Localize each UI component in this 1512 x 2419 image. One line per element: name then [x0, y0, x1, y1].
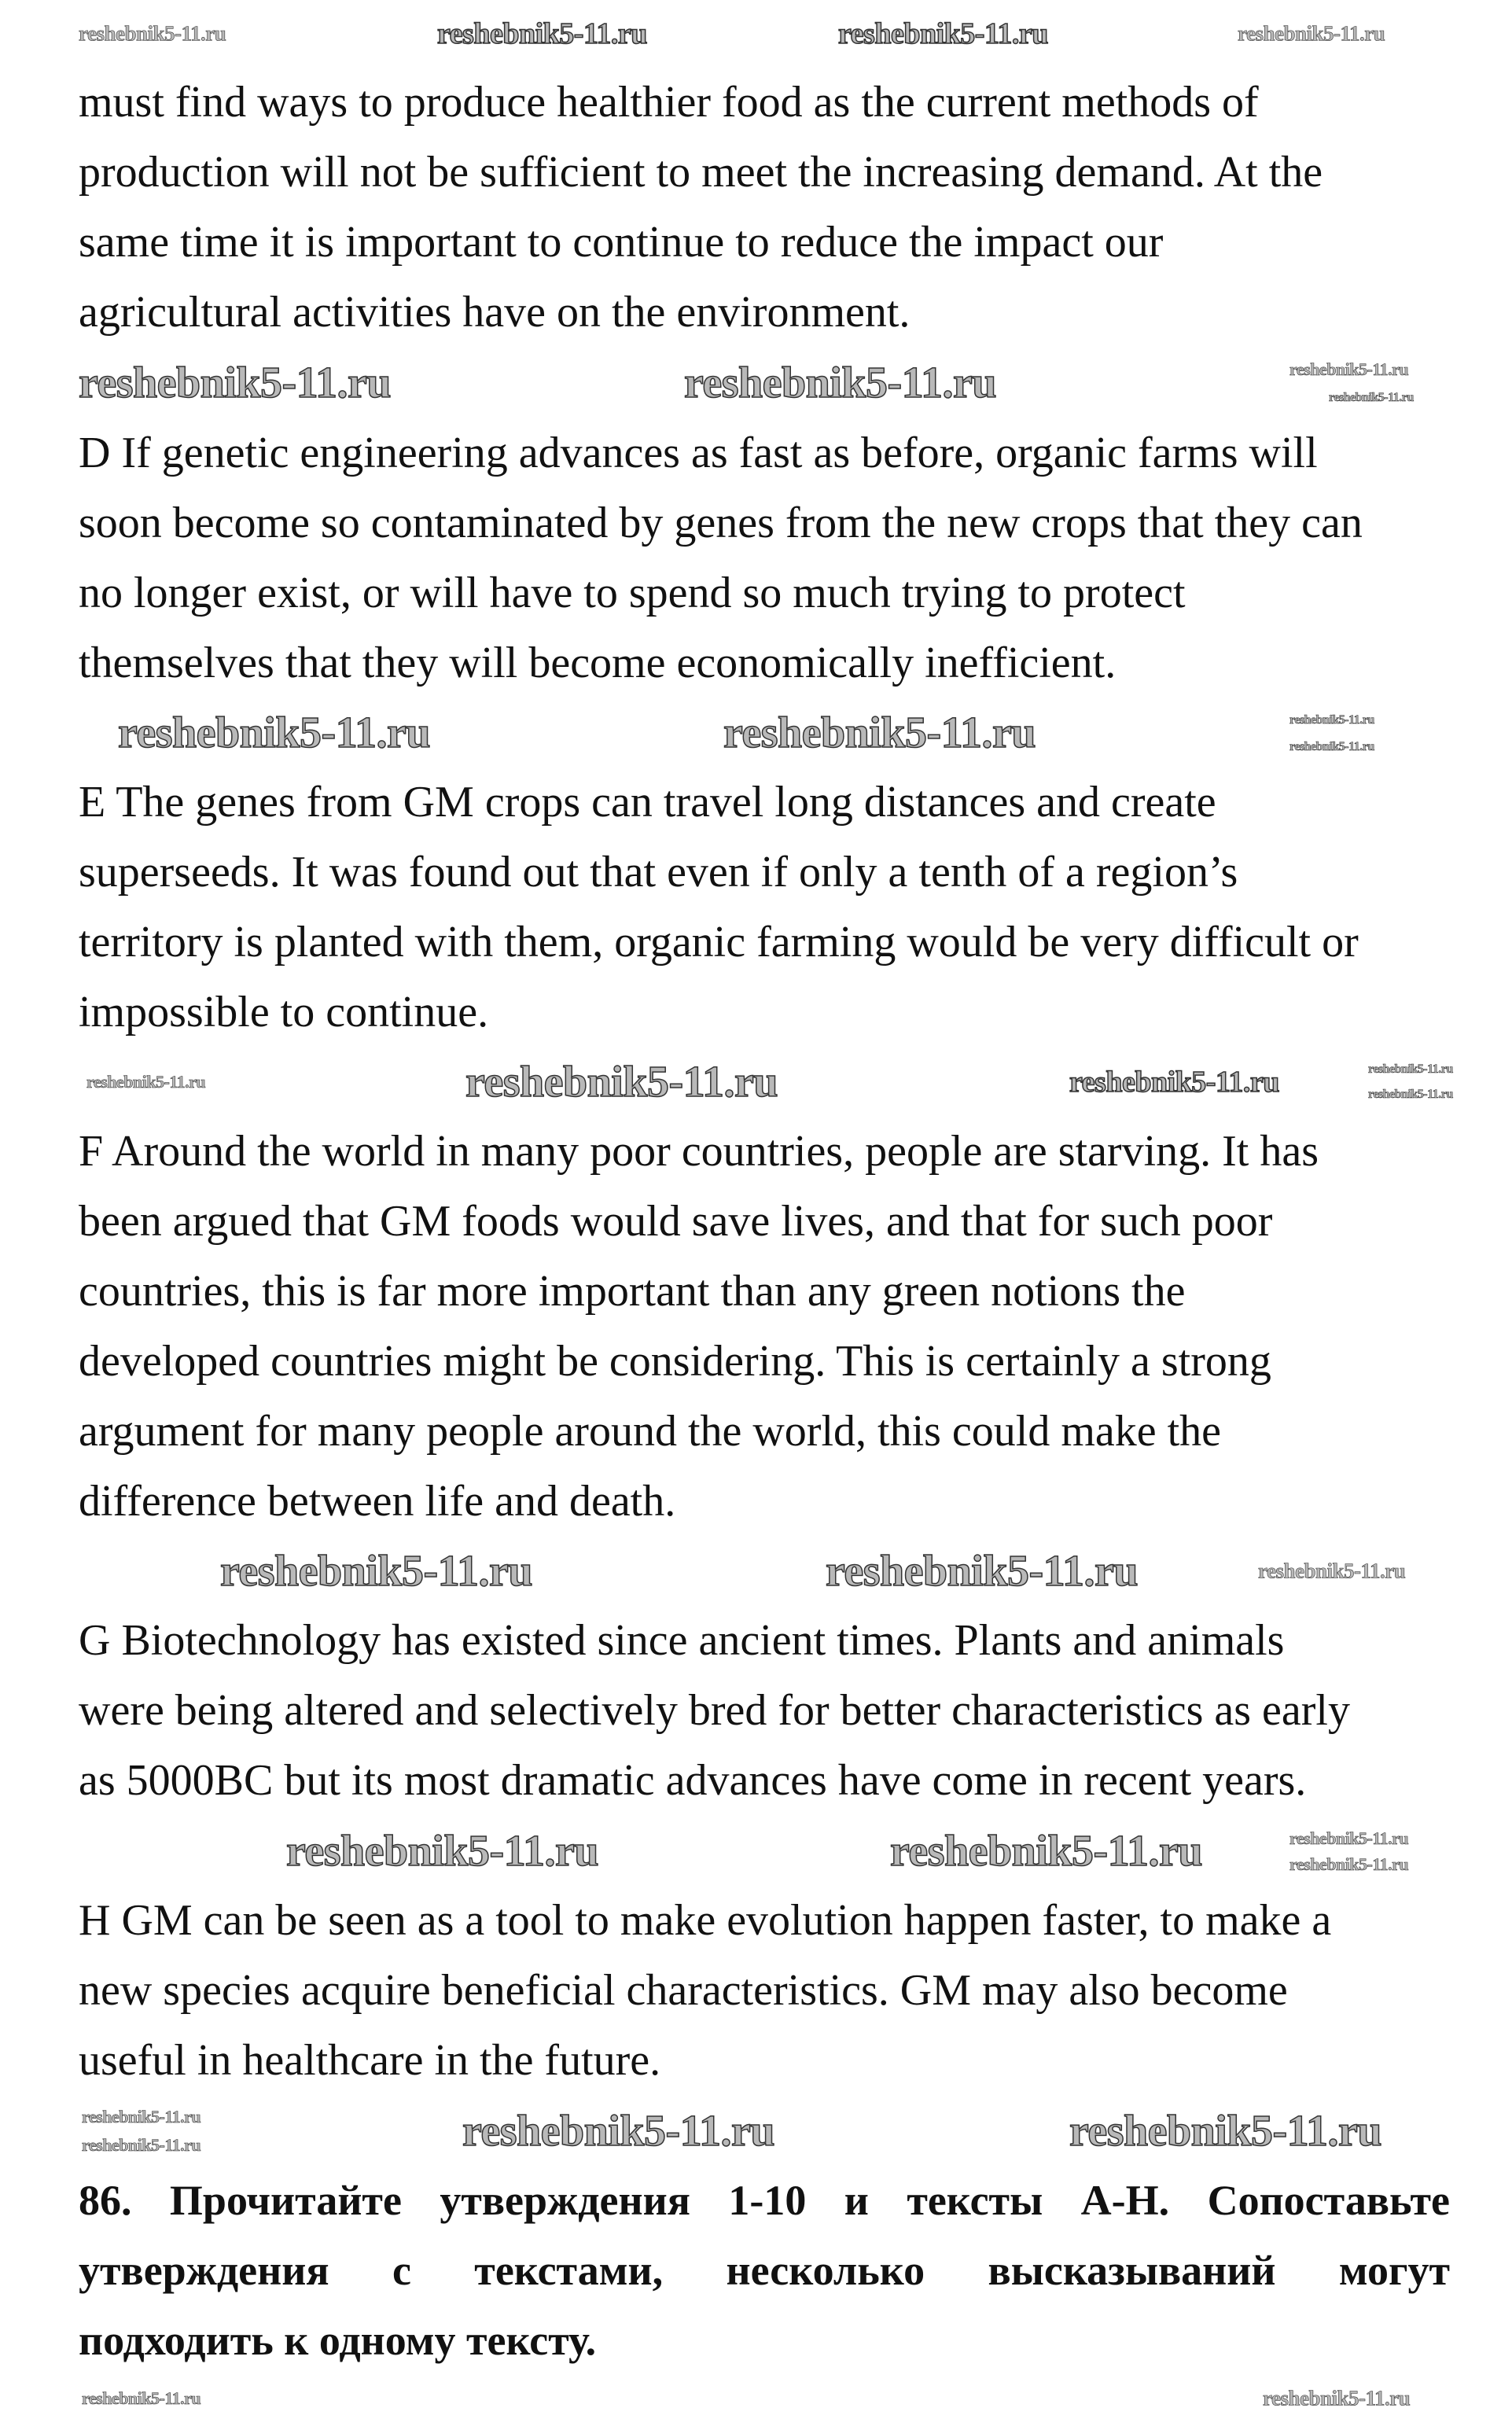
text-line: F Around the world in many poor countries, people are starving. It has [79, 1127, 1319, 1176]
paragraph-d [79, 418, 1447, 698]
text-line: useful in healthcare in the future. [79, 2036, 661, 2085]
watermark: reshebnik5-11.ru [465, 1058, 778, 1106]
text-line: G Biotechnology has existed since ancient times. Plants and animals [79, 1616, 1285, 1665]
text-line: superseeds. It was found out that even if only a tenth of a region’s [79, 848, 1238, 897]
text-line: H GM can be seen as a tool to make evolution happen faster, to make a [79, 1896, 1332, 1945]
text-line: developed countries might be considering. This is certainly a strong [79, 1337, 1271, 1386]
text-line: themselves that they will become economically inefficient. [79, 639, 1117, 687]
text-line: D If genetic engineering advances as fast as before, organic farms will [79, 429, 1318, 477]
text-line: as 5000BC but its most dramatic advances have come in recent years. [79, 1756, 1307, 1805]
text-line: 86. Прочитайте утверждения 1-10 и тексты А-Н. Сопоставьте [79, 2177, 1450, 2224]
watermark: reshebnik5-11.ru [890, 1827, 1203, 1876]
watermark: reshebnik5-11.ru [82, 2388, 201, 2408]
text-line: were being altered and selectively bred for better characteristics as early [79, 1686, 1350, 1735]
watermark: reshebnik5-11.ru [826, 1547, 1139, 1596]
watermark: reshebnik5-11.ru [462, 2107, 775, 2156]
watermark: reshebnik5-11.ru [220, 1547, 533, 1596]
watermark: reshebnik5-11.ru [1263, 2386, 1411, 2410]
paragraph-g [79, 1606, 1447, 1816]
paragraph-h [79, 1886, 1447, 2096]
text-line: difference between life and death. [79, 1477, 676, 1526]
watermark: reshebnik5-11.ru [82, 2135, 201, 2155]
watermark: reshebnik5-11.ru [437, 17, 647, 50]
watermark: reshebnik5-11.ru [1289, 1854, 1409, 1874]
text-line: must find ways to produce healthier food as the current methods of [79, 78, 1259, 127]
text-line: been argued that GM foods would save lives, and that for such poor [79, 1197, 1273, 1246]
watermark: reshebnik5-11.ru [1329, 391, 1414, 404]
watermark: reshebnik5-11.ru [86, 1072, 206, 1092]
watermark: reshebnik5-11.ru [82, 2107, 201, 2126]
text-line: утверждения с текстами, несколько высказываний могут [79, 2247, 1450, 2294]
watermark: reshebnik5-11.ru [1289, 1828, 1409, 1848]
text-line: soon become so contaminated by genes from the new crops that they can [79, 499, 1363, 547]
watermark: reshebnik5-11.ru [79, 359, 392, 407]
text-line: production will not be sufficient to meet the increasing demand. At the [79, 148, 1323, 197]
watermark: reshebnik5-11.ru [1368, 1062, 1453, 1076]
watermark: reshebnik5-11.ru [1368, 1088, 1453, 1101]
watermark: reshebnik5-11.ru [684, 359, 997, 407]
watermark: reshebnik5-11.ru [1238, 21, 1385, 46]
text-line: no longer exist, or will have to spend so much trying to protect [79, 569, 1186, 617]
text-line: подходить к одному тексту. [79, 2317, 597, 2364]
watermark: reshebnik5-11.ru [1289, 359, 1409, 379]
text-line: E The genes from GM crops can travel long distances and create [79, 778, 1216, 827]
watermark: reshebnik5-11.ru [723, 709, 1036, 757]
text-line: same time it is important to continue to reduce the impact our [79, 218, 1164, 267]
text-line: argument for many people around the world, this could make the [79, 1407, 1222, 1456]
watermark: reshebnik5-11.ru [838, 17, 1048, 50]
text-line: impossible to continue. [79, 988, 489, 1036]
paragraph-intro [79, 68, 1447, 348]
text-line: countries, this is far more important than any green notions the [79, 1267, 1186, 1316]
paragraph-e [79, 768, 1447, 1047]
watermark: reshebnik5-11.ru [1069, 1066, 1279, 1099]
watermark: reshebnik5-11.ru [286, 1827, 599, 1876]
task-86-instruction [79, 2166, 1450, 2376]
watermark: reshebnik5-11.ru [79, 21, 226, 46]
watermark: reshebnik5-11.ru [1069, 2107, 1382, 2156]
text-line: new species acquire beneficial characteristics. GM may also become [79, 1966, 1288, 2015]
watermark: reshebnik5-11.ru [118, 709, 431, 757]
text-line: territory is planted with them, organic farming would be very difficult or [79, 918, 1359, 966]
watermark: reshebnik5-11.ru [1289, 740, 1374, 753]
watermark: reshebnik5-11.ru [1258, 1559, 1406, 1583]
text-line: agricultural activities have on the environment. [79, 288, 911, 337]
watermark: reshebnik5-11.ru [1289, 713, 1374, 727]
paragraph-f [79, 1117, 1447, 1537]
